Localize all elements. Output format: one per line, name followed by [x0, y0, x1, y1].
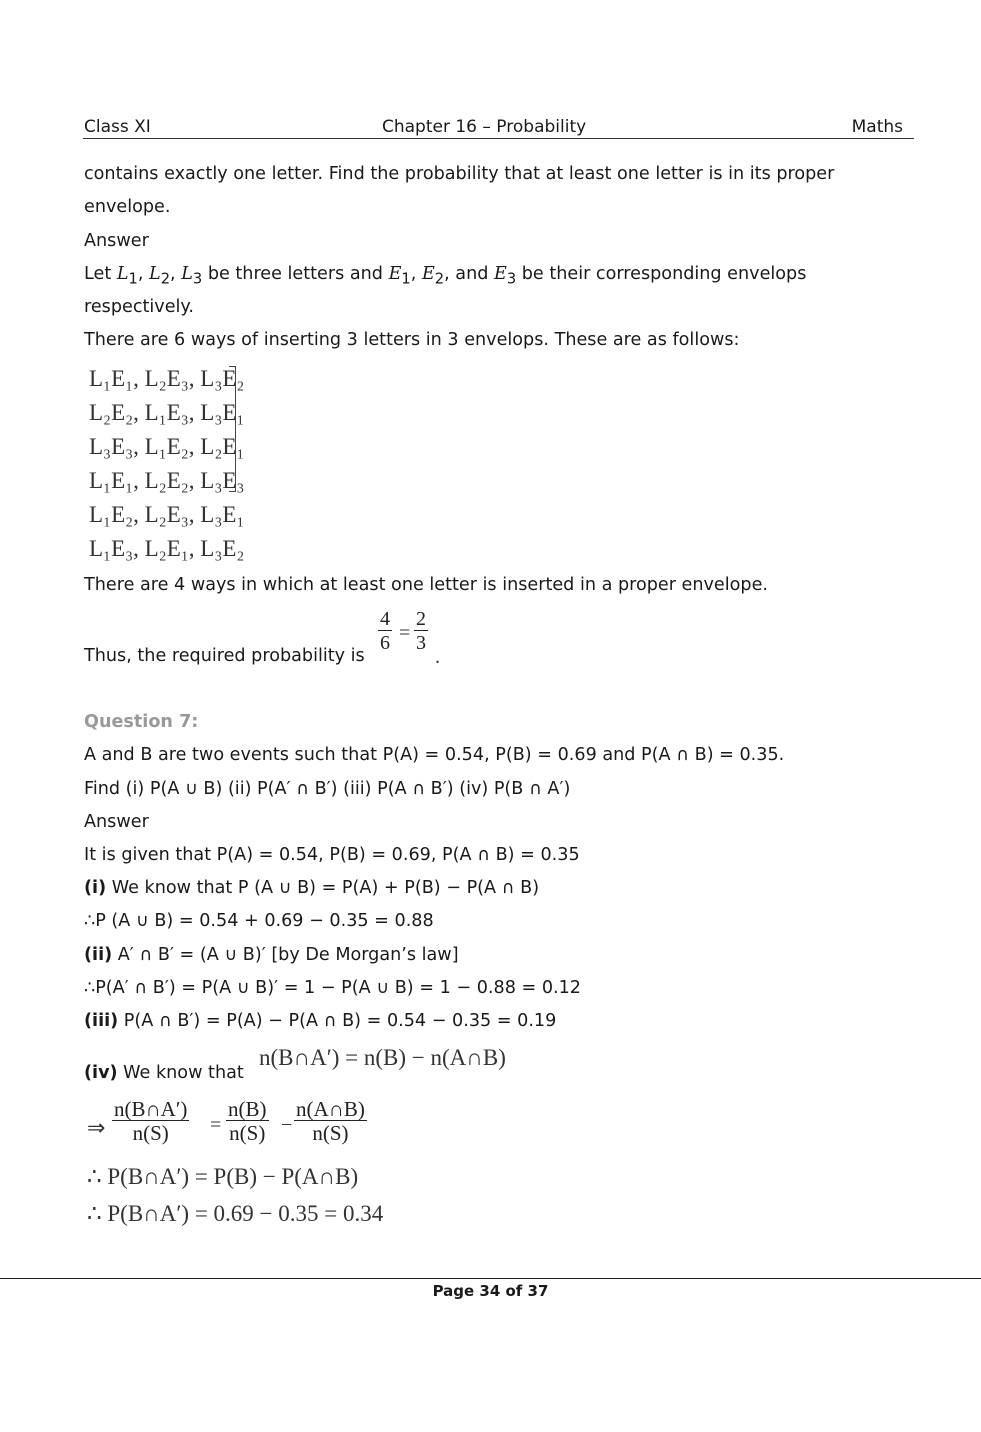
text-mid: be three letters and	[202, 264, 389, 284]
arrangements-list	[89, 363, 244, 567]
favourable-bracket	[229, 366, 236, 492]
equals-sign: =	[399, 622, 411, 644]
fraction-numerator: n(B∩A′)	[114, 1097, 188, 1121]
fraction-numerator: 4	[380, 608, 390, 630]
envelope-e1: E	[388, 264, 402, 284]
footer-rule	[0, 1278, 981, 1279]
period: .	[435, 646, 440, 668]
implies-arrow: ⇒	[87, 1115, 106, 1140]
result-line-1: ∴ P(B∩A′) = P(B) − P(A∩B)	[87, 1164, 359, 1189]
arrangement-row-1: L₁E₁, L₂E₃, L₃E₂	[89, 366, 245, 391]
letter-l2: L	[149, 264, 161, 284]
letter-l3: L	[181, 264, 193, 284]
fraction-4-6	[378, 608, 392, 655]
envelope-e2: E	[421, 264, 435, 284]
fraction-numerator: 2	[416, 608, 426, 630]
fraction-denominator: n(S)	[132, 1121, 169, 1145]
fraction-numerator: n(A∩B)	[296, 1097, 365, 1121]
part-i-text: We know that P (A ∪ B) = P(A) + P(B) − P(A ∩ B)	[106, 878, 540, 898]
fraction-n-b	[226, 1098, 269, 1145]
sub-2: 2	[160, 270, 171, 288]
text-let: Let	[84, 264, 117, 284]
fraction-denominator: 3	[416, 632, 426, 654]
problem-text-line-1: contains exactly one letter. Find the probability that at least one letter is in its proper	[84, 164, 835, 184]
arrangement-row-6: L₁E₃, L₂E₁, L₃E₂	[89, 536, 245, 561]
page-number: Page 34 of 37	[432, 1282, 549, 1300]
part-iv-text: We know that	[117, 1063, 244, 1083]
respectively-line: respectively.	[84, 297, 194, 317]
fraction-2-3	[414, 608, 428, 655]
part-iii-line	[84, 1009, 556, 1033]
favourable-ways-line: There are 4 ways in which at least one letter is inserted in a proper envelope.	[84, 575, 768, 595]
question-line-1: A and B are two events such that P(A) = 0.54, P(B) = 0.69 and P(A ∩ B) = 0.35.	[84, 745, 785, 765]
fraction-n-b-a	[112, 1098, 189, 1145]
fraction-numerator: n(B)	[228, 1097, 267, 1121]
answer-label-2: Answer	[84, 812, 149, 832]
result-line-2: ∴ P(B∩A′) = 0.69 − 0.35 = 0.34	[87, 1201, 384, 1226]
part-iv-line	[84, 1061, 244, 1085]
arrangement-row-3: L₃E₃, L₁E₂, L₂E₁	[89, 434, 245, 459]
sub-1: 1	[128, 270, 138, 288]
fraction-denominator: n(S)	[229, 1121, 266, 1145]
part-ii-line	[84, 943, 459, 967]
fraction-n-a-b	[294, 1098, 367, 1145]
equals-sign-2: =	[210, 1114, 222, 1136]
letters-definition-line: Let $L_1$, $L_2$, $L_3$ be three letters and $E_1$, $E_2$, and $E_3$ be their corresponding envelops	[84, 264, 807, 288]
question-line-2: Find (i) P(A ∪ B) (ii) P(A′ ∩ B′) (iii) P(A ∩ B′) (iv) P(B ∩ A′)	[84, 779, 571, 799]
ways-intro-line: There are 6 ways of inserting 3 letters in 3 envelops. These are as follows:	[84, 330, 740, 350]
part-iv-tag: (iv)	[84, 1063, 118, 1083]
part-i-tag: (i)	[84, 878, 107, 898]
part-iv-equation: n(B∩A′) = n(B) − n(A∩B)	[259, 1045, 506, 1070]
sub-3b: 3	[506, 270, 517, 288]
fraction-denominator: 6	[380, 632, 390, 654]
minus-sign: −	[281, 1114, 293, 1136]
fraction-denominator: n(S)	[312, 1121, 349, 1145]
sub-1b: 1	[401, 270, 411, 288]
header-chapter: Chapter 16 – Probability	[382, 117, 587, 137]
letter-l1: L	[116, 264, 129, 284]
probability-line: Thus, the required probability is	[84, 646, 365, 666]
question-heading: Question 7:	[84, 712, 199, 732]
text-end: be their corresponding envelops	[516, 264, 807, 284]
page-header	[83, 116, 914, 139]
sub-2b: 2	[434, 270, 445, 288]
part-i-result: ∴P (A ∪ B) = 0.54 + 0.69 − 0.35 = 0.88	[84, 911, 434, 931]
given-line: It is given that P(A) = 0.54, P(B) = 0.69, P(A ∩ B) = 0.35	[84, 845, 580, 865]
part-iii-text: P(A ∩ B′) = P(A) − P(A ∩ B) = 0.54 − 0.35 = 0.19	[118, 1011, 557, 1031]
part-ii-text: A′ ∩ B′ = (A ∪ B)′ [by De Morgan’s law]	[112, 945, 459, 965]
part-i-line	[84, 876, 539, 900]
arrangement-row-4: L₁E₁, L₂E₂, L₃E₃	[89, 468, 245, 493]
header-class: Class XI	[84, 117, 151, 137]
arrangement-row-5: L₁E₂, L₂E₃, L₃E₁	[89, 502, 245, 527]
part-ii-result: ∴P(A′ ∩ B′) = P(A ∪ B)′ = 1 − P(A ∪ B) = 1 − 0.88 = 0.12	[84, 978, 581, 998]
arrangement-row-2: L₂E₂, L₁E₃, L₃E₁	[89, 400, 245, 425]
problem-text-line-2: envelope.	[84, 197, 171, 217]
envelope-e3: E	[494, 264, 507, 284]
answer-label: Answer	[84, 231, 149, 251]
part-ii-tag: (ii)	[84, 945, 113, 965]
header-subject: Maths	[851, 117, 903, 137]
sub-3: 3	[192, 270, 203, 288]
part-iii-tag: (iii)	[84, 1011, 119, 1031]
